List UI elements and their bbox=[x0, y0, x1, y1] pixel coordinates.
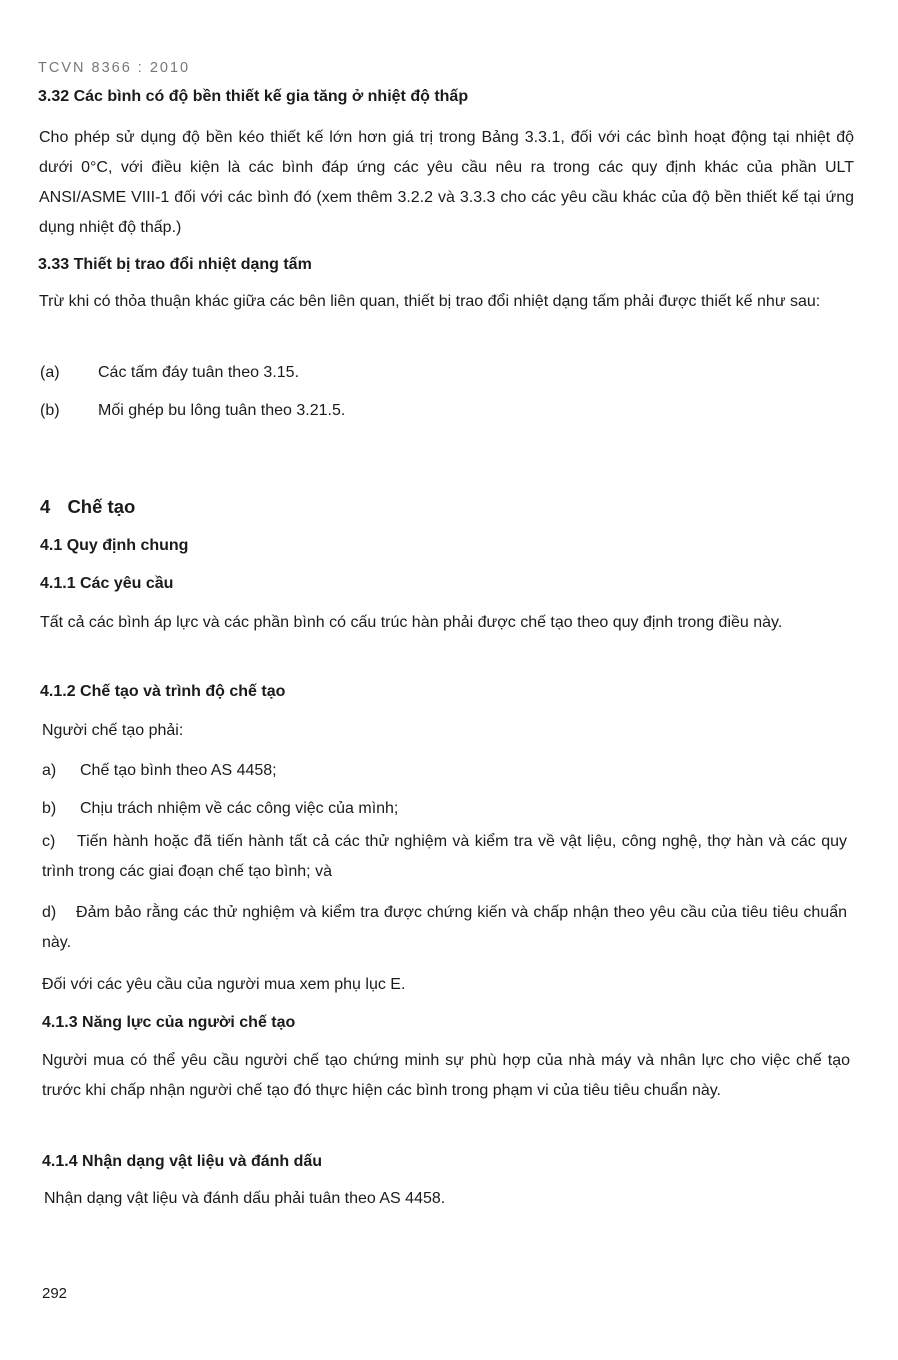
section-4-1-heading: 4.1 Quy định chung bbox=[40, 537, 189, 554]
section-3-33-heading: 3.33 Thiết bị trao đổi nhiệt dạng tấm bbox=[38, 256, 312, 273]
section-3-33-body: Trừ khi có thỏa thuận khác giữa các bên liên quan, thiết bị trao đổi nhiệt dạng tấm phải được thiết kế như sau: bbox=[39, 293, 821, 310]
section-4-1-2-intro: Người chế tạo phải: bbox=[42, 722, 184, 739]
list-marker: d) bbox=[42, 904, 57, 921]
list-item-text: Chế tạo bình theo AS 4458; bbox=[80, 762, 277, 779]
section-4-1-3-body: Người mua có thể yêu cầu người chế tạo chứng minh sự phù hợp của nhà máy và nhân lực cho việc chế tạo trước khi chấp nhận người chế tạo đó thực hiện các bình trong phạm vi của tiêu tiêu chuẩn này. bbox=[42, 1052, 850, 1099]
list-marker: (a) bbox=[40, 364, 60, 381]
section-4-1-2-note: Đối với các yêu cầu của người mua xem phụ lục E. bbox=[42, 976, 406, 993]
chapter-title: Chế tạo bbox=[67, 496, 136, 517]
section-4-1-1-body: Tất cả các bình áp lực và các phần bình có cấu trúc hàn phải được chế tạo theo quy định trong điều này. bbox=[40, 614, 783, 631]
section-4-1-4-body: Nhận dạng vật liệu và đánh dấu phải tuân theo AS 4458. bbox=[44, 1190, 446, 1207]
section-4-1-4-heading: 4.1.4 Nhận dạng vật liệu và đánh dấu bbox=[42, 1153, 323, 1170]
list-item-text: Đảm bảo rằng các thử nghiệm và kiểm tra được chứng kiến và chấp nhận theo yêu cầu của tiêu tiêu chuẩn này. bbox=[42, 904, 847, 951]
section-3-32-body: Cho phép sử dụng độ bền kéo thiết kế lớn hơn giá trị trong Bảng 3.3.1, đối với các bình hoạt động tại nhiệt độ dưới 0°C, với điều kiện là các bình đáp ứng các yêu cầu nêu ra trong các quy định khác của phần ULT ANSI/ASME VIII-1 đối với các bình đó (xem thêm 3.2.2 và 3.3.3 cho các yêu cầu khác của độ bền thiết kế tại ứng dụng nhiệt độ thấp.) bbox=[39, 129, 854, 236]
list-item-text: Mối ghép bu lông tuân theo 3.21.5. bbox=[98, 402, 346, 419]
chapter-number: 4 bbox=[40, 496, 51, 517]
list-marker: a) bbox=[42, 762, 57, 779]
list-item-4-1-2-c bbox=[42, 827, 847, 887]
section-3-32-heading: 3.32 Các bình có độ bền thiết kế gia tăng ở nhiệt độ thấp bbox=[38, 88, 469, 105]
chapter-4-heading bbox=[40, 496, 135, 518]
list-marker: c) bbox=[42, 833, 56, 850]
list-marker: (b) bbox=[40, 402, 60, 419]
page-number: 292 bbox=[42, 1285, 68, 1302]
section-4-1-2-heading: 4.1.2 Chế tạo và trình độ chế tạo bbox=[40, 683, 286, 700]
document-code-header: TCVN 8366 : 2010 bbox=[38, 60, 191, 76]
list-item-4-1-2-d bbox=[42, 898, 847, 958]
list-item-text: Tiến hành hoặc đã tiến hành tất cả các thử nghiệm và kiểm tra về vật liệu, công nghệ, thợ hàn và các quy trình trong các giai đoạn chế tạo bình; và bbox=[42, 833, 848, 880]
list-item-text: Các tấm đáy tuân theo 3.15. bbox=[98, 364, 300, 381]
list-marker: b) bbox=[42, 800, 57, 817]
section-4-1-3-heading: 4.1.3 Năng lực của người chế tạo bbox=[42, 1014, 296, 1031]
list-item-text: Chịu trách nhiệm về các công việc của mình; bbox=[80, 800, 399, 817]
section-4-1-1-heading: 4.1.1 Các yêu cầu bbox=[40, 575, 174, 592]
